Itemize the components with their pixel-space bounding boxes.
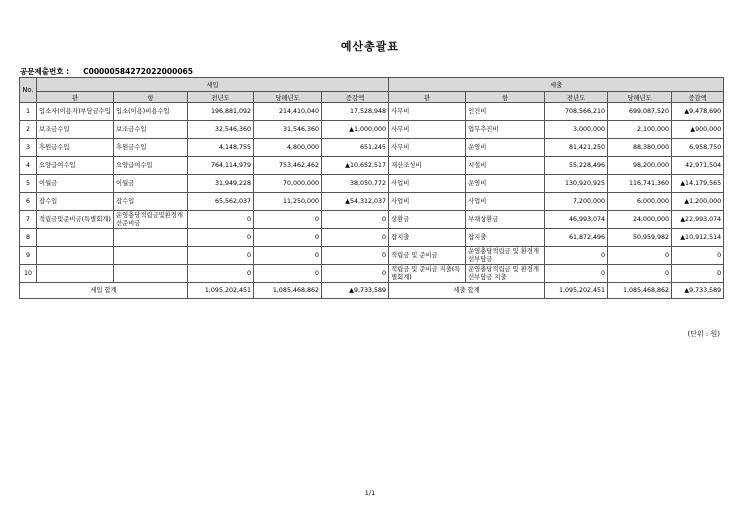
income-hang-header: 항	[114, 92, 188, 103]
table-row	[20, 121, 724, 139]
expense-gwan-cell: 잡지출	[389, 229, 466, 247]
expense-diff-cell: ▲14,179,565	[672, 175, 724, 193]
expense-hang-header: 항	[466, 92, 545, 103]
expense-hang-cell: 잡지출	[466, 229, 545, 247]
income-gwan-cell	[37, 229, 114, 247]
expense-hang-cell: 업무추진비	[466, 121, 545, 139]
income-hang-cell: 후원금수입	[114, 139, 188, 157]
table-row	[20, 211, 724, 229]
expense-prev-cell: 46,993,074	[545, 211, 608, 229]
income-total-diff: ▲9,733,589	[322, 283, 389, 299]
income-hang-cell: 운영충당적립금및환경개선준비금	[114, 211, 188, 229]
expense-gwan-cell: 사무비	[389, 139, 466, 157]
expense-total-prev: 1,095,202,451	[545, 283, 608, 299]
row-number: 10	[20, 265, 37, 283]
income-gwan-cell	[37, 265, 114, 283]
income-gwan-cell: 보조금수입	[37, 121, 114, 139]
income-prev-cell: 4,148,755	[188, 139, 254, 157]
income-cur-cell: 70,000,000	[254, 175, 322, 193]
row-number: 1	[20, 103, 37, 121]
unit-note: (단위 : 원)	[687, 330, 720, 338]
expense-gwan-cell: 사무비	[389, 103, 466, 121]
income-cur-cell: 0	[254, 211, 322, 229]
column-header-row	[20, 92, 724, 103]
expense-prev-cell: 0	[545, 265, 608, 283]
expense-hang-cell: 부채상환금	[466, 211, 545, 229]
row-number: 6	[20, 193, 37, 211]
document-number	[20, 66, 193, 77]
income-diff-cell: ▲1,000,000	[322, 121, 389, 139]
income-diff-cell: 0	[322, 265, 389, 283]
expense-total-label: 세출 합계	[389, 283, 545, 299]
income-gwan-cell	[37, 247, 114, 265]
expense-prev-cell: 130,920,925	[545, 175, 608, 193]
expense-prev-cell: 61,872,496	[545, 229, 608, 247]
income-cur-cell: 0	[254, 265, 322, 283]
expense-hang-cell: 운영비	[466, 175, 545, 193]
income-gwan-cell: 요양급여수입	[37, 157, 114, 175]
expense-diff-cell: 42,971,504	[672, 157, 724, 175]
income-diff-cell: 0	[322, 211, 389, 229]
page-number: 1/1	[364, 489, 376, 497]
income-hang-cell: 보조금수입	[114, 121, 188, 139]
table-body	[20, 103, 724, 283]
total-row	[20, 283, 724, 299]
expense-prev-cell: 3,000,000	[545, 121, 608, 139]
income-diff-cell: 17,528,948	[322, 103, 389, 121]
income-diff-cell: 38,050,772	[322, 175, 389, 193]
income-hang-cell: 요양급여수입	[114, 157, 188, 175]
income-total-prev: 1,095,202,451	[188, 283, 254, 299]
income-gwan-header: 관	[37, 92, 114, 103]
expense-cur-cell: 2,100,000	[608, 121, 672, 139]
expense-diff-cell: ▲900,000	[672, 121, 724, 139]
expense-hang-cell: 시설비	[466, 157, 545, 175]
income-cur-cell: 0	[254, 229, 322, 247]
expense-hang-cell: 운영충당적립금 및 환경개선부담금 지출	[466, 265, 545, 283]
row-number: 5	[20, 175, 37, 193]
expense-diff-cell: 0	[672, 247, 724, 265]
income-gwan-cell: 적립금및준비금(특별회계)	[37, 211, 114, 229]
table-row	[20, 103, 724, 121]
expense-hang-cell: 인건비	[466, 103, 545, 121]
expense-cur-cell: 0	[608, 265, 672, 283]
expense-cur-cell: 0	[608, 247, 672, 265]
income-prev-cell: 764,114,979	[188, 157, 254, 175]
income-hang-cell	[114, 229, 188, 247]
income-gwan-cell: 입소자(이용자)부담금수입	[37, 103, 114, 121]
income-cur-cell: 4,800,000	[254, 139, 322, 157]
expense-cur-cell: 116,741,360	[608, 175, 672, 193]
income-prev-cell: 0	[188, 211, 254, 229]
income-total-label: 세입 합계	[20, 283, 188, 299]
expense-gwan-cell: 사업비	[389, 175, 466, 193]
no-header: No.	[20, 78, 37, 103]
expense-cur-cell: 88,380,000	[608, 139, 672, 157]
income-cur-cell: 753,462,462	[254, 157, 322, 175]
expense-total-cur: 1,085,468,862	[608, 283, 672, 299]
expense-gwan-cell: 사업비	[389, 193, 466, 211]
row-number: 8	[20, 229, 37, 247]
expense-cur-cell: 6,000,000	[608, 193, 672, 211]
table-row	[20, 229, 724, 247]
expense-header: 세출	[389, 78, 724, 92]
table-row	[20, 247, 724, 265]
expense-gwan-cell: 적립금 및 준비금 지출(특별회계)	[389, 265, 466, 283]
expense-gwan-cell: 재산조성비	[389, 157, 466, 175]
expense-prev-cell: 7,200,000	[545, 193, 608, 211]
document-number-label: 공문제출번호 :	[20, 67, 70, 76]
income-gwan-cell: 잡수입	[37, 193, 114, 211]
expense-prev-cell: 708,566,210	[545, 103, 608, 121]
row-number: 4	[20, 157, 37, 175]
expense-gwan-cell: 사무비	[389, 121, 466, 139]
expense-diff-cell: 0	[672, 265, 724, 283]
income-prev-header: 전년도	[188, 92, 254, 103]
expense-cur-cell: 98,200,000	[608, 157, 672, 175]
expense-cur-cell: 50,959,982	[608, 229, 672, 247]
row-number: 2	[20, 121, 37, 139]
expense-diff-cell: ▲22,993,074	[672, 211, 724, 229]
expense-gwan-header: 관	[389, 92, 466, 103]
expense-prev-cell: 81,421,250	[545, 139, 608, 157]
income-hang-cell	[114, 247, 188, 265]
expense-gwan-cell: 상환금	[389, 211, 466, 229]
income-cur-cell: 31,546,360	[254, 121, 322, 139]
income-diff-header: 증감액	[322, 92, 389, 103]
expense-diff-cell: ▲10,912,514	[672, 229, 724, 247]
income-diff-cell: 0	[322, 247, 389, 265]
expense-cur-cell: 24,000,000	[608, 211, 672, 229]
income-diff-cell: ▲10,652,517	[322, 157, 389, 175]
expense-hang-cell: 운영비	[466, 139, 545, 157]
income-prev-cell: 31,949,228	[188, 175, 254, 193]
income-header: 세입	[37, 78, 389, 92]
expense-gwan-cell: 적립금 및 준비금	[389, 247, 466, 265]
expense-hang-cell: 운영충당적립금 및 환경개선부담금	[466, 247, 545, 265]
income-cur-cell: 0	[254, 247, 322, 265]
income-prev-cell: 0	[188, 247, 254, 265]
income-total-cur: 1,085,468,862	[254, 283, 322, 299]
table-row	[20, 139, 724, 157]
income-gwan-cell: 후원금수입	[37, 139, 114, 157]
table-row	[20, 157, 724, 175]
income-hang-cell: 이월금	[114, 175, 188, 193]
row-number: 7	[20, 211, 37, 229]
income-prev-cell: 0	[188, 229, 254, 247]
expense-diff-cell: ▲1,200,000	[672, 193, 724, 211]
income-prev-cell: 196,881,092	[188, 103, 254, 121]
income-gwan-cell: 이월금	[37, 175, 114, 193]
income-diff-cell: 0	[322, 229, 389, 247]
expense-diff-cell: ▲9,478,690	[672, 103, 724, 121]
table-row	[20, 175, 724, 193]
income-prev-cell: 65,562,037	[188, 193, 254, 211]
expense-prev-header: 전년도	[545, 92, 608, 103]
expense-cur-cell: 699,087,520	[608, 103, 672, 121]
document-number-value: C000005842720220000​65	[83, 67, 193, 76]
expense-hang-cell: 사업비	[466, 193, 545, 211]
income-diff-cell: ▲54,312,037	[322, 193, 389, 211]
income-prev-cell: 0	[188, 265, 254, 283]
budget-summary-table	[19, 77, 724, 299]
expense-total-diff: ▲9,733,589	[672, 283, 724, 299]
expense-prev-cell: 55,228,496	[545, 157, 608, 175]
page-title: 예산총괄표	[340, 40, 400, 53]
row-number: 9	[20, 247, 37, 265]
expense-prev-cell: 0	[545, 247, 608, 265]
row-number: 3	[20, 139, 37, 157]
income-hang-cell: 잡수입	[114, 193, 188, 211]
income-prev-cell: 32,546,360	[188, 121, 254, 139]
income-cur-header: 당해년도	[254, 92, 322, 103]
income-hang-cell	[114, 265, 188, 283]
income-cur-cell: 214,410,040	[254, 103, 322, 121]
expense-diff-header: 증감액	[672, 92, 724, 103]
expense-cur-header: 당해년도	[608, 92, 672, 103]
table-row	[20, 193, 724, 211]
expense-diff-cell: 6,958,750	[672, 139, 724, 157]
income-cur-cell: 11,250,000	[254, 193, 322, 211]
income-diff-cell: 651,245	[322, 139, 389, 157]
table-row	[20, 265, 724, 283]
income-hang-cell: 입소(이용)비용수입	[114, 103, 188, 121]
